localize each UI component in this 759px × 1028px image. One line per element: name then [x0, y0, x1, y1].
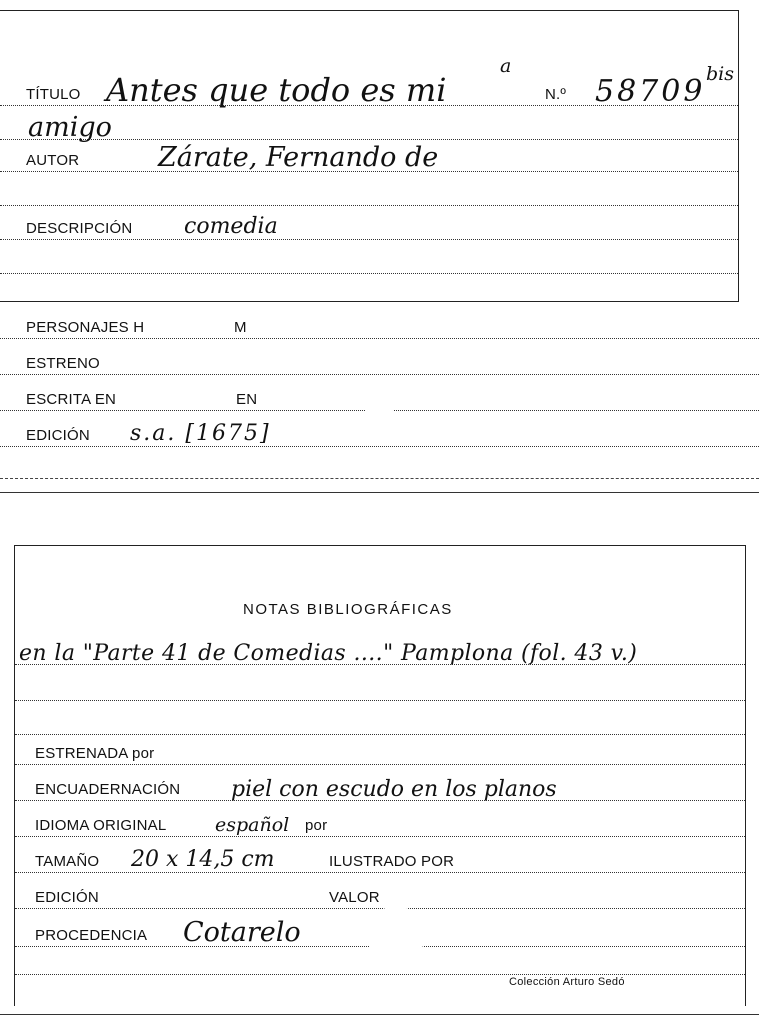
tamano-label: TAMAÑO — [35, 853, 100, 870]
escrita-en-label: EN — [236, 391, 258, 408]
idioma-value: español — [215, 814, 290, 836]
encuadernacion-value: piel con escudo en los planos — [231, 777, 557, 802]
personajes-row — [0, 310, 759, 339]
notas-heading-row — [15, 590, 745, 620]
edicion-back-label: EDICIÓN — [35, 889, 99, 906]
idioma-por-label: por — [305, 817, 328, 834]
titulo-continuation: amigo — [28, 112, 112, 143]
descripcion-value: comedia — [184, 214, 278, 239]
descripcion-row — [0, 211, 738, 240]
numero-suffix: bis — [706, 63, 734, 85]
tamano-row — [15, 844, 745, 873]
estrenada-row — [15, 736, 745, 765]
paper-spot — [365, 390, 393, 430]
numero-label: N.º — [545, 86, 567, 103]
blank-row-1 — [0, 177, 738, 206]
procedencia-label: PROCEDENCIA — [35, 927, 148, 944]
idioma-row — [15, 808, 745, 837]
valor-label: VALOR — [329, 889, 380, 906]
paper-spot-back — [367, 906, 425, 964]
personajes-label: PERSONAJES H — [26, 319, 145, 336]
autor-value: Zárate, Fernando de — [158, 142, 439, 173]
estrenada-label: ESTRENADA por — [35, 745, 155, 762]
personajes-m-label: M — [234, 319, 247, 336]
notas-heading: NOTAS BIBLIOGRÁFICAS — [243, 601, 453, 618]
estreno-row — [0, 346, 759, 375]
autor-row — [0, 143, 738, 172]
titulo-row — [0, 55, 738, 109]
ilustrado-label: ILUSTRADO POR — [329, 853, 455, 870]
card-divider-solid — [0, 492, 759, 493]
catalog-card-back — [14, 545, 746, 1006]
idioma-label: IDIOMA ORIGINAL — [35, 817, 167, 834]
blank-row-2 — [0, 245, 738, 274]
blank-row-5 — [15, 706, 745, 735]
coleccion-footer: Colección Arturo Sedó — [509, 976, 625, 988]
card-divider — [0, 478, 759, 479]
numero-value: 58709 — [595, 74, 706, 109]
notas-row — [15, 634, 745, 665]
titulo-cont-row — [0, 111, 738, 143]
tamano-value: 20 x 14,5 cm — [131, 847, 275, 872]
encuadernacion-row — [15, 772, 745, 801]
procedencia-value: Cotarelo — [183, 917, 301, 948]
notas-value: en la "Parte 41 de Comedias ...." Pamplona (fol. 43 v.) — [19, 641, 638, 666]
titulo-label: TÍTULO — [26, 86, 81, 103]
edicion-label: EDICIÓN — [26, 427, 90, 444]
edicion-back-row — [15, 880, 745, 909]
descripcion-label: DESCRIPCIÓN — [26, 220, 133, 237]
edicion-value: s.a. [1675] — [130, 421, 271, 446]
catalog-card-front — [0, 10, 739, 302]
bottom-edge — [0, 1014, 759, 1015]
titulo-superscript: a — [500, 55, 512, 77]
escrita-label: ESCRITA EN — [26, 391, 117, 408]
encuadernacion-label: ENCUADERNACIÓN — [35, 781, 181, 798]
blank-row-3 — [0, 273, 738, 301]
blank-row-4 — [15, 672, 745, 701]
estreno-label: ESTRENO — [26, 355, 100, 372]
autor-label: AUTOR — [26, 152, 80, 169]
titulo-value: Antes que todo es mi — [106, 71, 447, 109]
